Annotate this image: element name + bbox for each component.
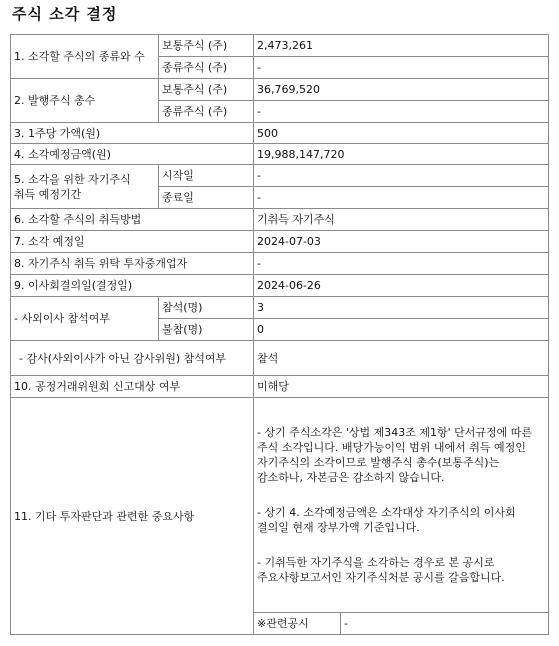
row-value: - <box>254 101 549 123</box>
table-row <box>11 123 549 144</box>
row-sublabel: 불참(명) <box>159 319 254 341</box>
note-paragraph: - 상기 주식소각은 '상법 제343조 제1항' 단서규정에 따른 주식 소각입니다. 배당가능이익 범위 내에서 취득 예정인 자기주식의 소각이므로 발행주식 총수(보통주식)는 감소하나, 자본금은 감소하지 않습니다. <box>257 426 533 484</box>
row-value: 기취득 자기주식 <box>254 209 549 231</box>
table-row <box>11 275 549 297</box>
row-value: 미해당 <box>254 376 549 398</box>
row-label: - 감사(사외이사가 아닌 감사위원) 참석여부 <box>11 341 254 376</box>
table-row <box>11 253 549 275</box>
disclosure-table <box>10 34 549 635</box>
table-row <box>11 209 549 231</box>
row-label: 10. 공정거래위원회 신고대상 여부 <box>11 376 254 398</box>
row-sublabel: 종류주식 (주) <box>159 101 254 123</box>
page-title: 주식 소각 결정 <box>12 5 118 23</box>
row-label: 8. 자기주식 취득 위탁 투자중개업자 <box>11 253 254 275</box>
row-value: 참석 <box>254 341 549 376</box>
row-sublabel: 종류주식 (주) <box>159 57 254 79</box>
table-row <box>11 341 549 376</box>
related-disclosure-label: ※관련공시 <box>254 613 341 635</box>
table-row <box>11 35 549 57</box>
row-label: 1. 소각할 주식의 종류와 수 <box>11 35 159 79</box>
row-value: 3 <box>254 297 549 319</box>
related-disclosure-value: - <box>341 613 549 635</box>
row-label: 3. 1주당 가액(원) <box>11 123 254 144</box>
table-row <box>11 165 549 187</box>
row-value: 500 <box>254 123 549 144</box>
row-value: - <box>254 187 549 209</box>
note-paragraph: - 상기 4. 소각예정금액은 소각대상 자기주식의 이사회 결의일 현재 장부가액 기준입니다. <box>257 506 516 534</box>
row-value: 2024-06-26 <box>254 275 549 297</box>
row-label: 11. 기타 투자판단과 관련한 중요사항 <box>11 398 254 635</box>
table-row <box>11 79 549 101</box>
row-value: 36,769,520 <box>254 79 549 101</box>
row-label: 9. 이사회결의일(결정일) <box>11 275 254 297</box>
note-paragraph: - 기취득한 자기주식을 소각하는 경우로 본 공시로 주요사항보고서인 자기주식처분 공시를 갈음합니다. <box>257 556 505 584</box>
table-row <box>11 297 549 319</box>
row-label: 4. 소각예정금액(원) <box>11 144 254 165</box>
table-row <box>11 376 549 398</box>
row-sublabel: 보통주식 (주) <box>159 35 254 57</box>
row-sublabel: 종료일 <box>159 187 254 209</box>
table-row <box>11 144 549 165</box>
row-value: 2024-07-03 <box>254 231 549 253</box>
row-sublabel: 참석(명) <box>159 297 254 319</box>
table-row <box>11 398 549 613</box>
row-label: 2. 발행주식 총수 <box>11 79 159 123</box>
row-value: - <box>254 165 549 187</box>
row-value: 19,988,147,720 <box>254 144 549 165</box>
row-sublabel: 보통주식 (주) <box>159 79 254 101</box>
row-label: 5. 소각을 위한 자기주식 취득 예정기간 <box>11 165 159 209</box>
notes-cell <box>254 398 549 613</box>
row-value: - <box>254 253 549 275</box>
row-value: 2,473,261 <box>254 35 549 57</box>
row-value: 0 <box>254 319 549 341</box>
row-sublabel: 시작일 <box>159 165 254 187</box>
row-label: - 사외이사 참석여부 <box>11 297 159 341</box>
row-value: - <box>254 57 549 79</box>
row-label: 7. 소각 예정일 <box>11 231 254 253</box>
table-row <box>11 231 549 253</box>
row-label: 6. 소각할 주식의 취득방법 <box>11 209 254 231</box>
